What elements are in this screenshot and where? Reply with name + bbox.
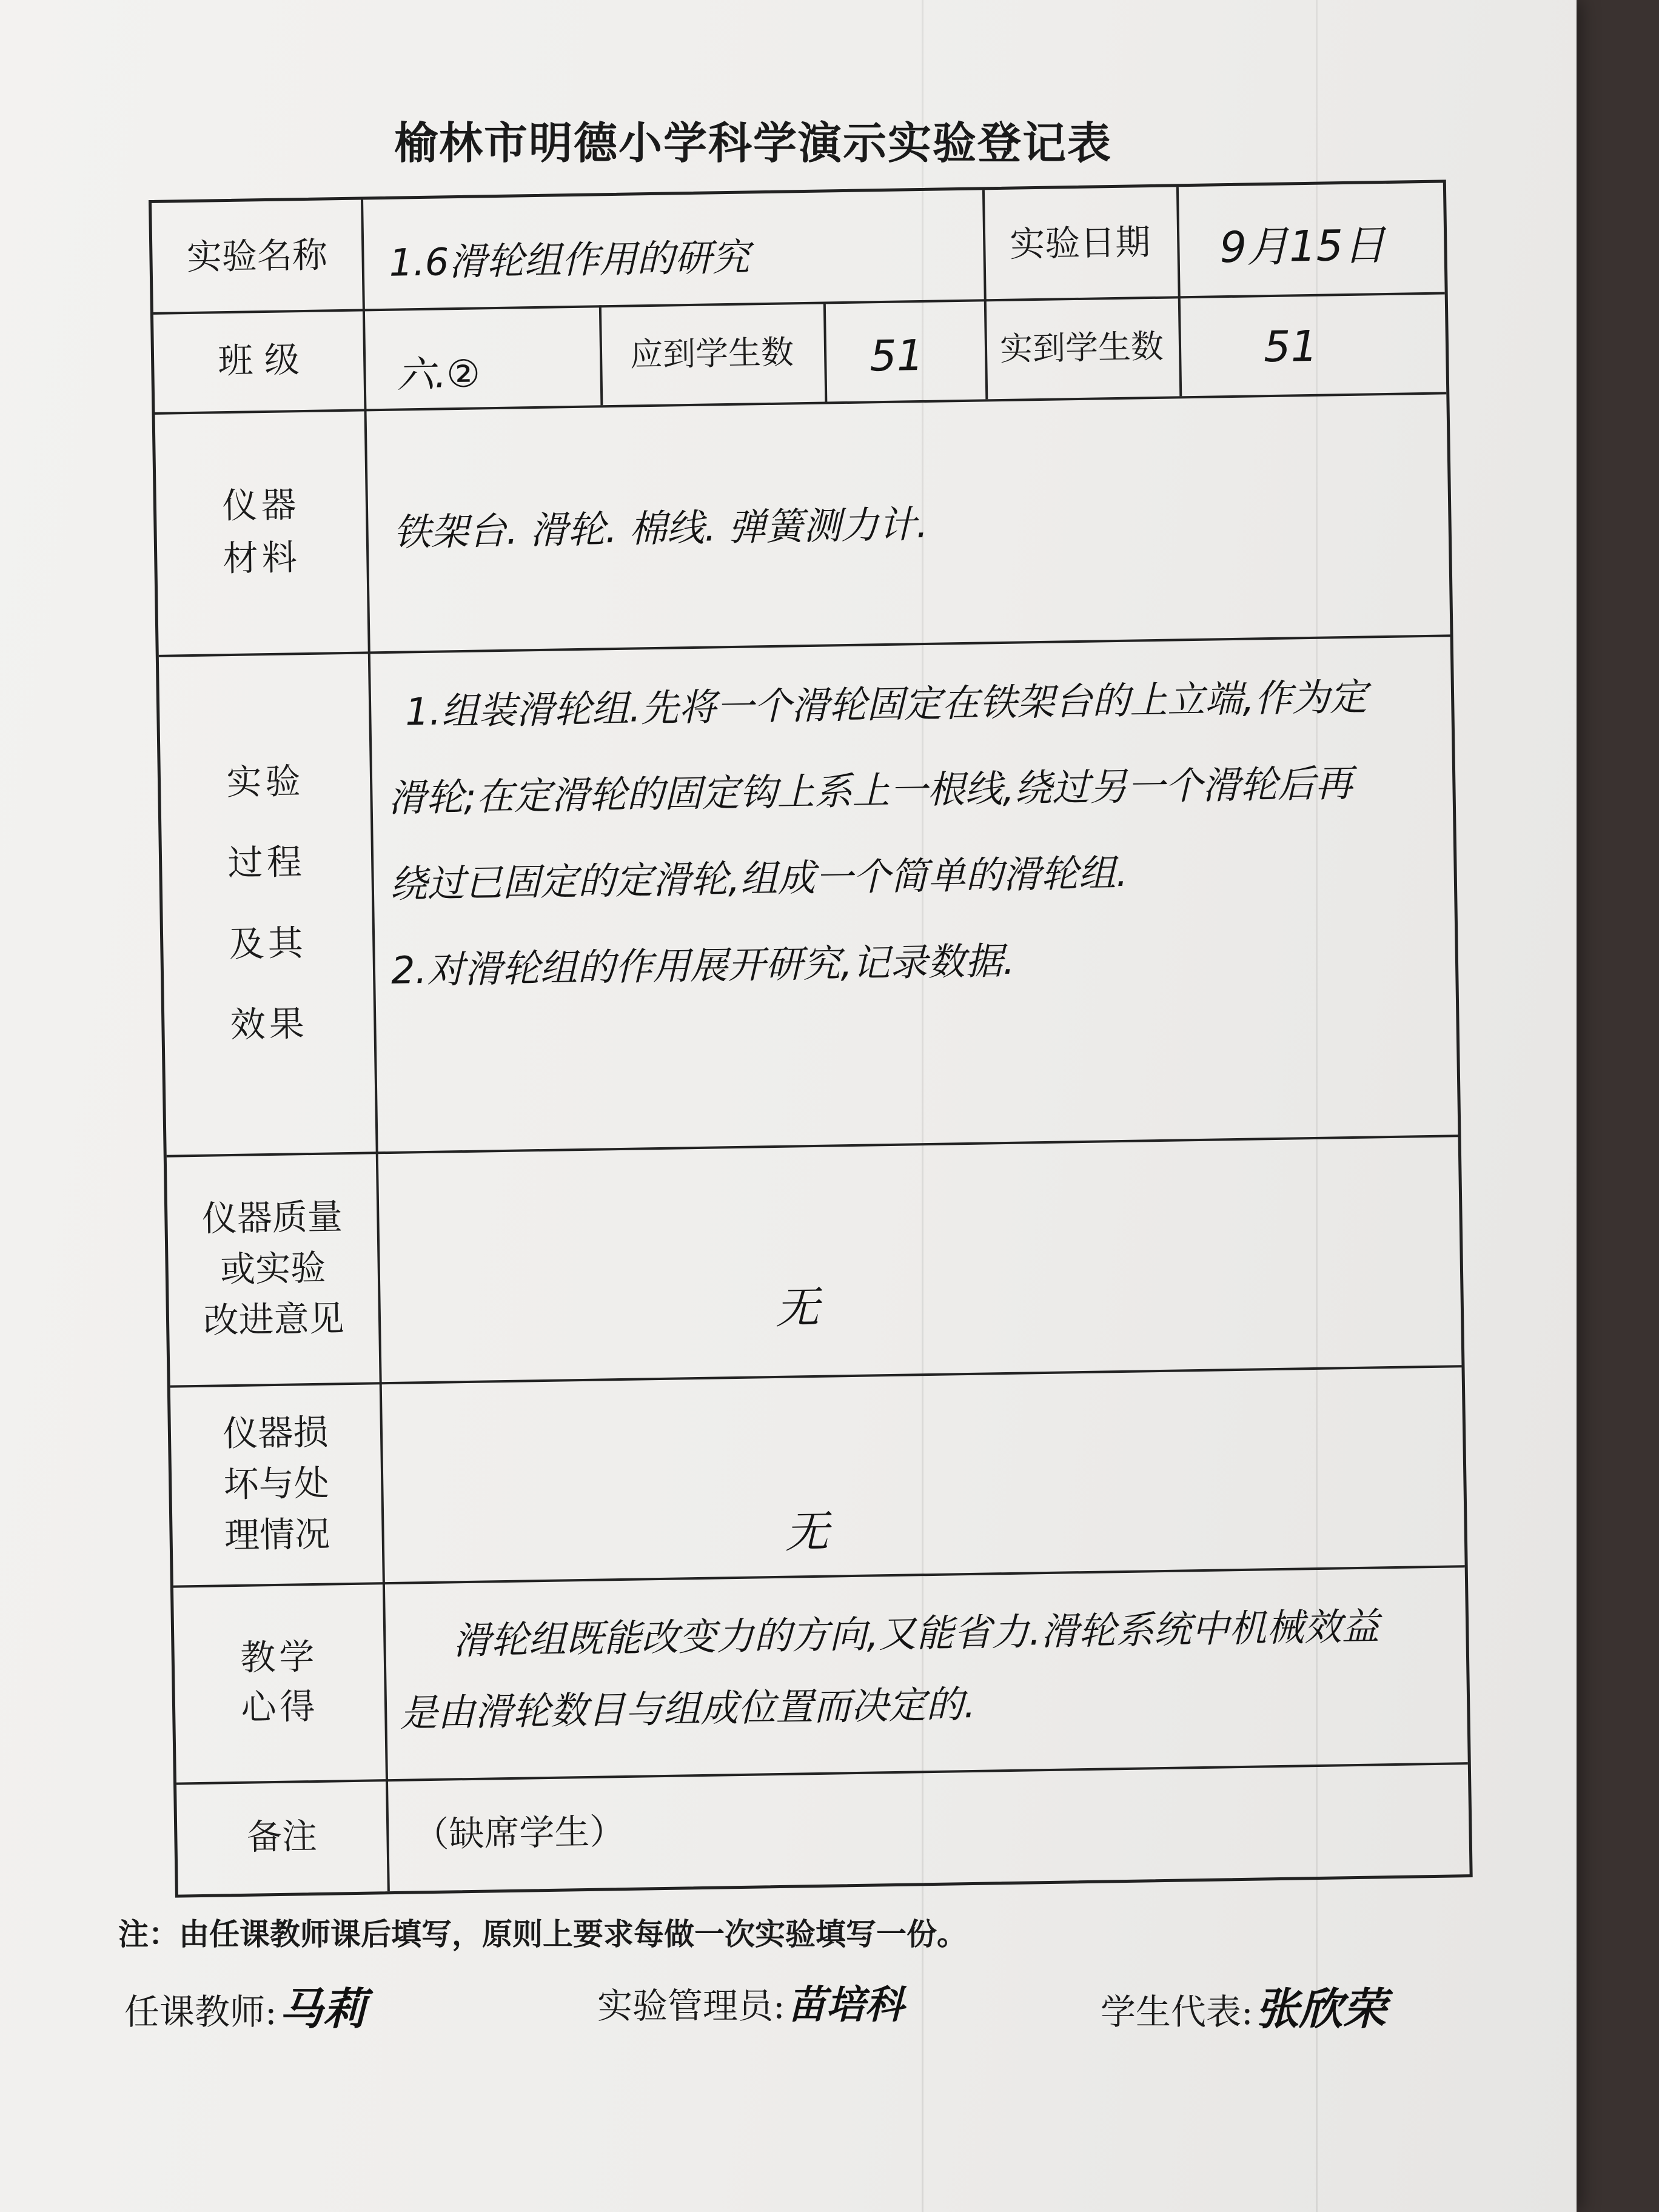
admin-signature-value: 苗培科 [787,1983,904,2028]
quality-label-line: 仪器质量 [201,1196,343,1239]
process-line: 绕过已固定的定滑轮,组成一个简单的滑轮组. [389,850,1128,907]
actual-students-label: 实到学生数 [999,327,1164,368]
experiment-date-label: 实验日期 [1009,221,1151,265]
student-signature [1101,1974,1387,2037]
damage-value: 无 [784,1506,830,1558]
admin-signature [597,1974,904,2029]
expected-students-value: 51 [869,330,924,381]
process-label [159,651,376,1155]
class-value: 六.② [397,351,481,397]
materials-label-line: 仪器 [221,484,300,527]
reflection-label [173,1582,386,1782]
process-content [386,653,1449,1130]
remarks-label: 备注 [246,1815,318,1858]
materials-value: 铁架台. 滑轮. 棉线. 弹簧测力计. [393,501,929,555]
process-label-line: 过程 [227,841,306,884]
reflection-label-line: 教学 [240,1636,318,1679]
process-line: 2.对滑轮组的作用展开研究,记录数据. [390,938,1016,993]
experiment-name-value: 1.6滑轮组作用的研究 [389,235,750,285]
process-label-line: 效果 [230,1002,309,1045]
student-label: 学生代表: [1101,1991,1253,2033]
actual-students-value: 51 [1263,321,1318,372]
reflection-line: 滑轮组既能改变力的方向,又能省力.滑轮系统中机械效益 [452,1604,1380,1663]
damage-label-line: 坏与处 [223,1462,330,1506]
teacher-signature [124,1974,367,2037]
teacher-signature-value: 马莉 [279,1983,367,2034]
quality-value: 无 [775,1281,820,1333]
remarks-value: （缺席学生） [413,1811,625,1855]
quality-label [167,1151,380,1385]
experiment-date-value: 9月15日 [1219,220,1386,273]
materials-label [155,409,367,654]
process-line: 滑轮;在定滑轮的固定钩上系上一根线,绕过另一个滑轮后再 [387,760,1353,820]
process-line: 1.组装滑轮组.先将一个滑轮固定在铁架台的上立端,作为定 [404,674,1368,734]
registration-table [149,179,1473,1897]
damage-label [170,1382,383,1585]
damage-label-line: 仪器损 [222,1411,329,1455]
process-label-line: 实验 [226,760,305,803]
reflection-label-line: 心得 [241,1685,320,1728]
class-label: 班 级 [217,339,300,382]
process-label-line: 及其 [229,922,307,965]
expected-students-label: 应到学生数 [629,333,794,374]
footnote: 注：由任课教师课后填写，原则上要求每做一次实验填写一份。 [118,1916,967,1952]
quality-label-line: 改进意见 [203,1298,345,1341]
reflection-content [398,1589,1461,1763]
damage-label-line: 理情况 [224,1513,330,1557]
admin-label: 实验管理员: [597,1985,785,2026]
student-signature-value: 张欣荣 [1255,1983,1387,2034]
form-title: 榆林市明德小学科学演示实验登记表 [394,117,1113,169]
teacher-label: 任课教师: [124,1991,277,2033]
quality-label-line: 或实验 [220,1247,326,1290]
materials-label-line: 材料 [223,537,301,580]
experiment-name-label: 实验名称 [186,233,328,278]
reflection-line: 是由滑轮数目与组成位置而决定的. [399,1681,976,1735]
